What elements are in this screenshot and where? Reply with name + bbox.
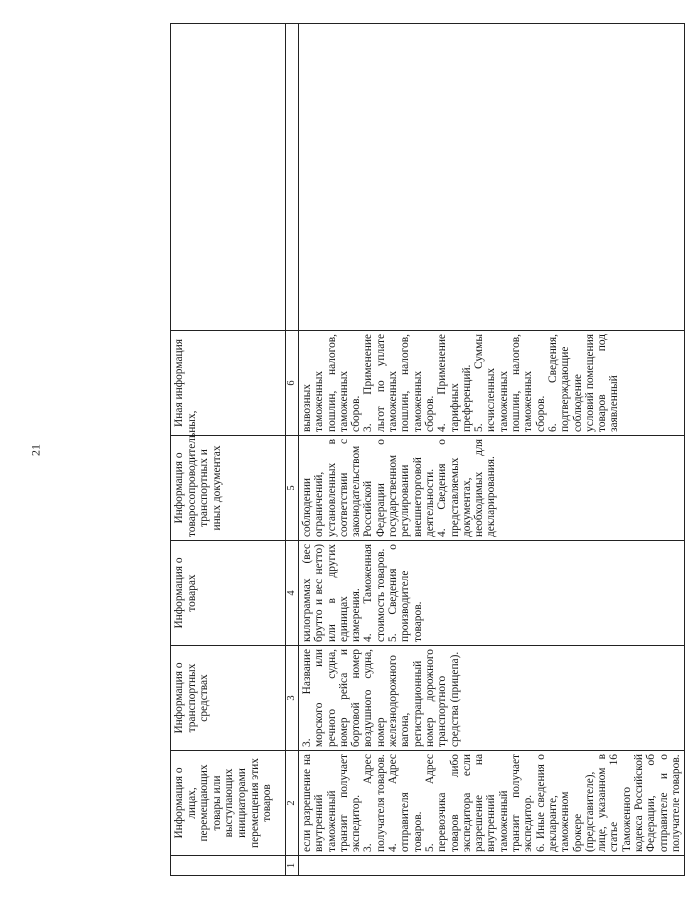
column-number-5: 5 <box>286 436 299 541</box>
cell-other-info: вывозных таможенных пошлин, налогов, таможенных сборов. 3. Применение льгот по уплате таможенных пошлин, налогов, таможенных сборов. 4. Применение тарифных преференций. 5. Суммы исчисленных таможенных пошлин, налогов, таможенных сборов. 6. Сведения, подтверждающие соблюдение условий помещения товаров под заявленный <box>299 331 685 436</box>
page-number: 21 <box>28 444 43 456</box>
header-other-info: Иная информация <box>171 331 286 436</box>
cell-goods-info: килограммах (вес брутто и вес нетто) или в других единицах измерения. 4. Таможенная стоимость товаров. 5. Сведения о производителе товаров. <box>299 541 685 646</box>
header-documents-info: Информация о товаросопроводительных, транспортных и иных документах <box>171 436 286 541</box>
header-persons-info: Информация о лицах, перемещающих товары или выступающих инициаторами перемещения этих товаров <box>171 751 286 856</box>
column-number-6: 6 <box>286 331 299 436</box>
column-number-row <box>286 24 299 876</box>
table-header-row <box>171 24 286 876</box>
column-number-empty <box>286 24 299 331</box>
cell-persons-info: если разрешение на внутренний таможенный транзит получает экспедитор. 3. Адрес получателя товаров. 4. Адрес отправителя товаров. 5. Адрес перевозчика товаров либо экспедитора если разрешение на внутренний таможенный транзит получает экспедитор. 6. Иные сведения о декларанте, таможенном брокере (представителе), лице, указанном в статье 16 Таможенного кодекса Российской Федерации, об отправителе и о получателе товаров. <box>299 751 685 856</box>
header-vehicles-info: Информация о транспортных средствах <box>171 646 286 751</box>
customs-information-table <box>170 23 685 876</box>
column-number-1: 1 <box>286 856 299 876</box>
cell-vehicles-info: 3. Название морского или речного судна, номер рейса и бортовой номер воздушного судна, номер железнодорожного вагона, регистрационный номер дорожного транспортного средства (прицепа). <box>299 646 685 751</box>
header-cell-blank <box>171 856 286 876</box>
row-index-cell <box>299 856 685 876</box>
header-cell-empty <box>171 24 286 331</box>
column-number-2: 2 <box>286 751 299 856</box>
cell-empty <box>299 24 685 331</box>
column-number-3: 3 <box>286 646 299 751</box>
header-goods-info: Информация о товарах <box>171 541 286 646</box>
cell-documents-info: соблюдении ограничений, установленных в соответствии с законодательством Российской Федерации о государственном регулировании внешнеторговой деятельности. 4. Сведения о представляемых документах, необходимых для декларирования. <box>299 436 685 541</box>
column-number-4: 4 <box>286 541 299 646</box>
table-row <box>299 24 685 876</box>
rotated-page-content <box>170 24 682 876</box>
